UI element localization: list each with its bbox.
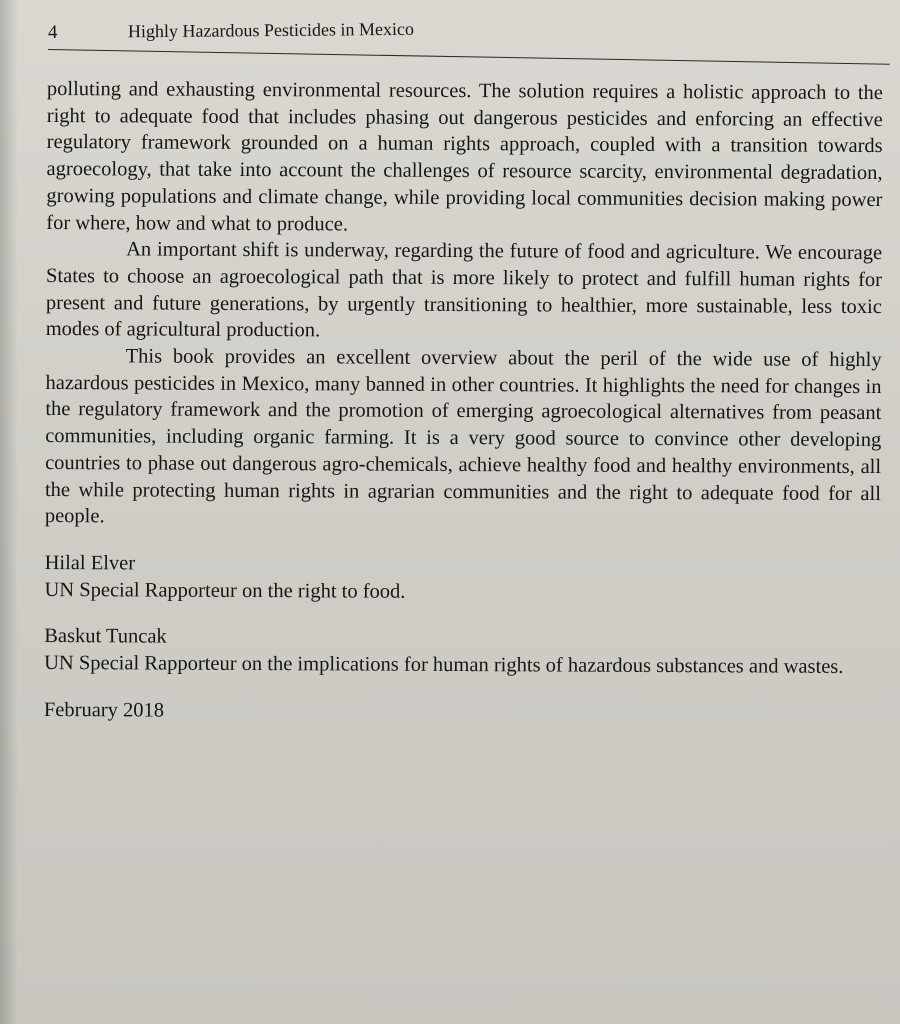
running-head [48,13,888,46]
page-number: 4 [47,21,58,43]
signatory-name: Hilal Elver [44,551,136,575]
paragraph-book-overview: This book provides an excellent overview about the peril of the wide use of highly hazardous pesticides in Mexico, many banned in other countries. It highlights the need for changes in the regulatory framework and the promotion of emerging agroecological alternatives from peasant communities, including organic farming. It is a very good source to convince other developing countries to phase out dangerous agro-chemicals, achieve healthy food and healthy environments, all the while protecting human rights in agrarian communities and the right to adequate food for all people. [44,345,882,528]
header-rule [48,49,890,65]
paragraph-continued: polluting and exhausting environmental resources. The solution requires a holistic approach to the right to adequate food that includes phasing out dangerous pesticides and enforcing an effective regulatory framework grounded on a human rights approach, coupled with a transition towards agroecology, that take into account the challenges of resource scarcity, environmental degradation, growing populations and climate change, while providing local communities decision making power for where, how and what to produce. [46,77,883,235]
signature-block [44,623,880,680]
paragraph-shift: An important shift is underway, regarding the future of food and agriculture. We encourage States to choose an agroecological path that is more likely to protect and fulfill human rights for present and future generations, by urgently transitioning to healthier, more sustainable, less toxic modes of agricultural production. [45,238,883,342]
signatory-name: Baskut Tuncak [44,625,167,648]
book-title: Highly Hazardous Pesticides in Mexico [127,18,415,42]
signatory-role: UN Special Rapporteur on the right to food. [44,578,406,603]
date-line: February 2018 [43,698,165,722]
page-gutter-shadow [0,0,18,1024]
signatory-role: UN Special Rapporteur on the implications for human rights of hazardous substances and wastes. [44,652,844,678]
page-text [44,76,883,728]
signature-block [44,550,880,607]
